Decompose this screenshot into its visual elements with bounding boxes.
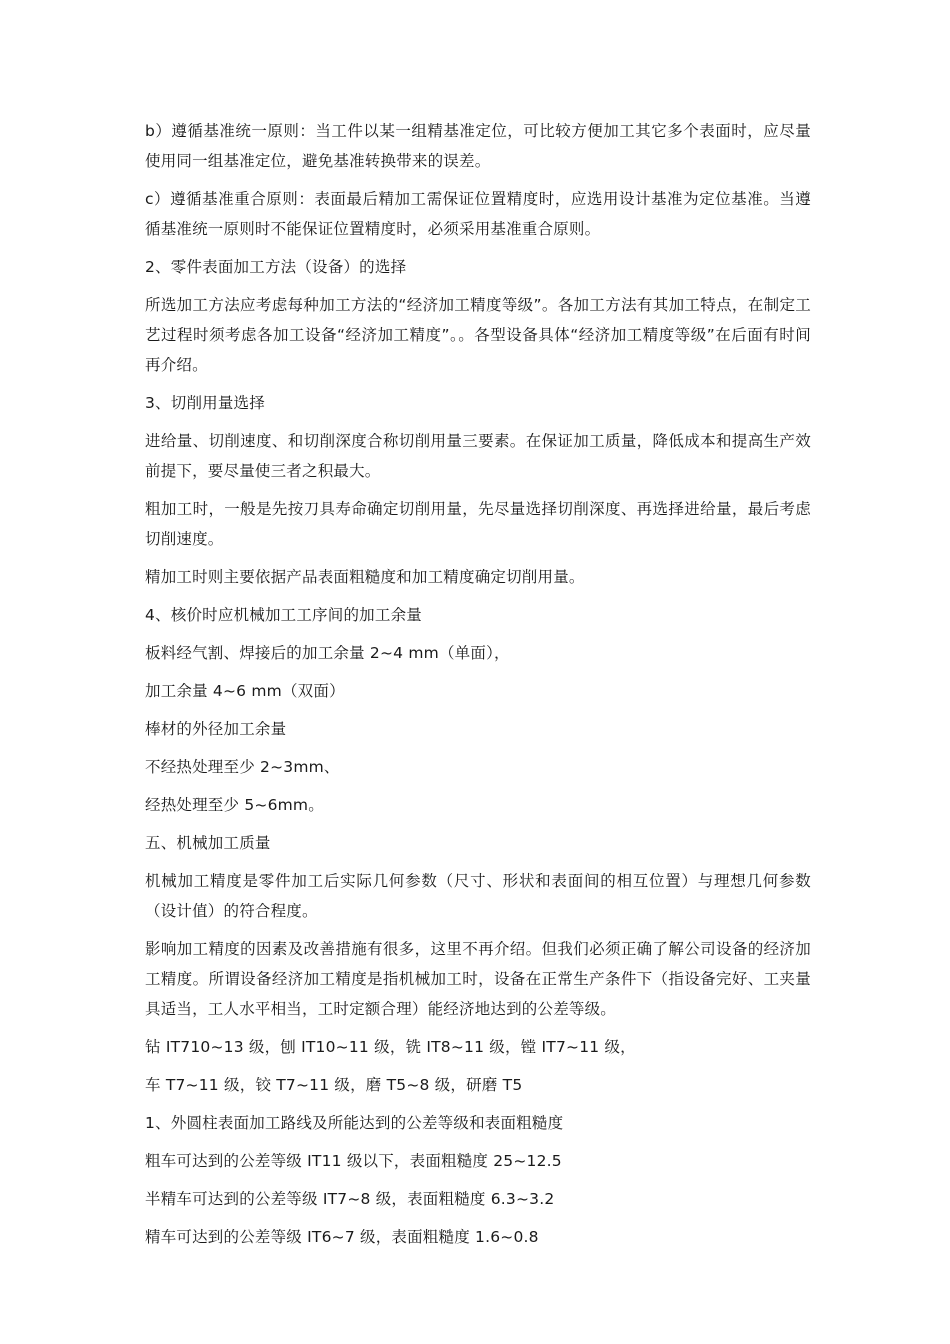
line-bar-allowance: 棒材的外径加工余量 <box>145 720 287 738</box>
paragraph-finish-machining: 精加工时则主要依据产品表面粗糙度和加工精度确定切削用量。 <box>145 568 585 586</box>
heading-machining-allowance: 4、核价时应机械加工工序间的加工余量 <box>145 606 422 624</box>
heading-cutting-parameters: 3、切削用量选择 <box>145 394 265 412</box>
line-grades-drill-mill: 钻 IT710~13 级，刨 IT10~11 级，铣 IT8~11 级，镗 IT7~11 级， <box>145 1038 636 1056</box>
paragraph-rough-machining: 粗加工时，一般是先按刀具寿命确定切削用量，先尽量选择切削深度、再选择进给量，最后考虑切削速度。 <box>145 500 811 548</box>
paragraph-principle-b: b）遵循基准统一原则：当工件以某一组精基准定位，可比较方便加工其它多个表面时，应尽量使用同一组基准定位，避免基准转换带来的误差。 <box>145 122 811 170</box>
document-body <box>145 116 811 1260</box>
line-rough-turning: 粗车可达到的公差等级 IT11 级以下，表面粗糙度 25~12.5 <box>145 1152 562 1170</box>
line-grades-turn-grind: 车 T7~11 级，铰 T7~11 级，磨 T5~8 级，研磨 T5 <box>145 1076 523 1094</box>
heading-external-cylinder: 1、外圆柱表面加工路线及所能达到的公差等级和表面粗糙度 <box>145 1114 564 1132</box>
line-heat-treatment: 经热处理至少 5~6mm。 <box>145 796 324 814</box>
line-semi-finish-turning: 半精车可达到的公差等级 IT7~8 级，表面粗糙度 6.3~3.2 <box>145 1190 555 1208</box>
heading-machining-quality: 五、机械加工质量 <box>145 834 271 852</box>
heading-machining-method: 2、零件表面加工方法（设备）的选择 <box>145 258 407 276</box>
paragraph-machining-method: 所选加工方法应考虑每种加工方法的“经济加工精度等级”。各加工方法有其加工特点，在制定工艺过程时须考虑各加工设备“经济加工精度”。。各型设备具体“经济加工精度等级”在后面有时间再介绍。 <box>145 296 811 374</box>
paragraph-accuracy-definition: 机械加工精度是零件加工后实际几何参数（尺寸、形状和表面间的相互位置）与理想几何参数（设计值）的符合程度。 <box>145 872 811 920</box>
paragraph-principle-c: c）遵循基准重合原则：表面最后精加工需保证位置精度时，应选用设计基准为定位基准。当遵循基准统一原则时不能保证位置精度时，必须采用基准重合原则。 <box>145 190 811 238</box>
line-double-allowance: 加工余量 4~6 mm（双面） <box>145 682 345 700</box>
line-no-heat-treatment: 不经热处理至少 2~3mm、 <box>145 758 340 776</box>
line-finish-turning: 精车可达到的公差等级 IT6~7 级，表面粗糙度 1.6~0.8 <box>145 1228 539 1246</box>
line-sheet-allowance: 板料经气割、焊接后的加工余量 2~4 mm（单面）， <box>145 644 510 662</box>
paragraph-economic-accuracy: 影响加工精度的因素及改善措施有很多，这里不再介绍。但我们必须正确了解公司设备的经济加工精度。所谓设备经济加工精度是指机械加工时，设备在正常生产条件下（指设备完好、工夹量具适当，工人水平相当，工时定额合理）能经济地达到的公差等级。 <box>145 940 811 1018</box>
paragraph-cutting-elements: 进给量、切削速度、和切削深度合称切削用量三要素。在保证加工质量，降低成本和提高生产效前提下，要尽量使三者之积最大。 <box>145 432 811 480</box>
